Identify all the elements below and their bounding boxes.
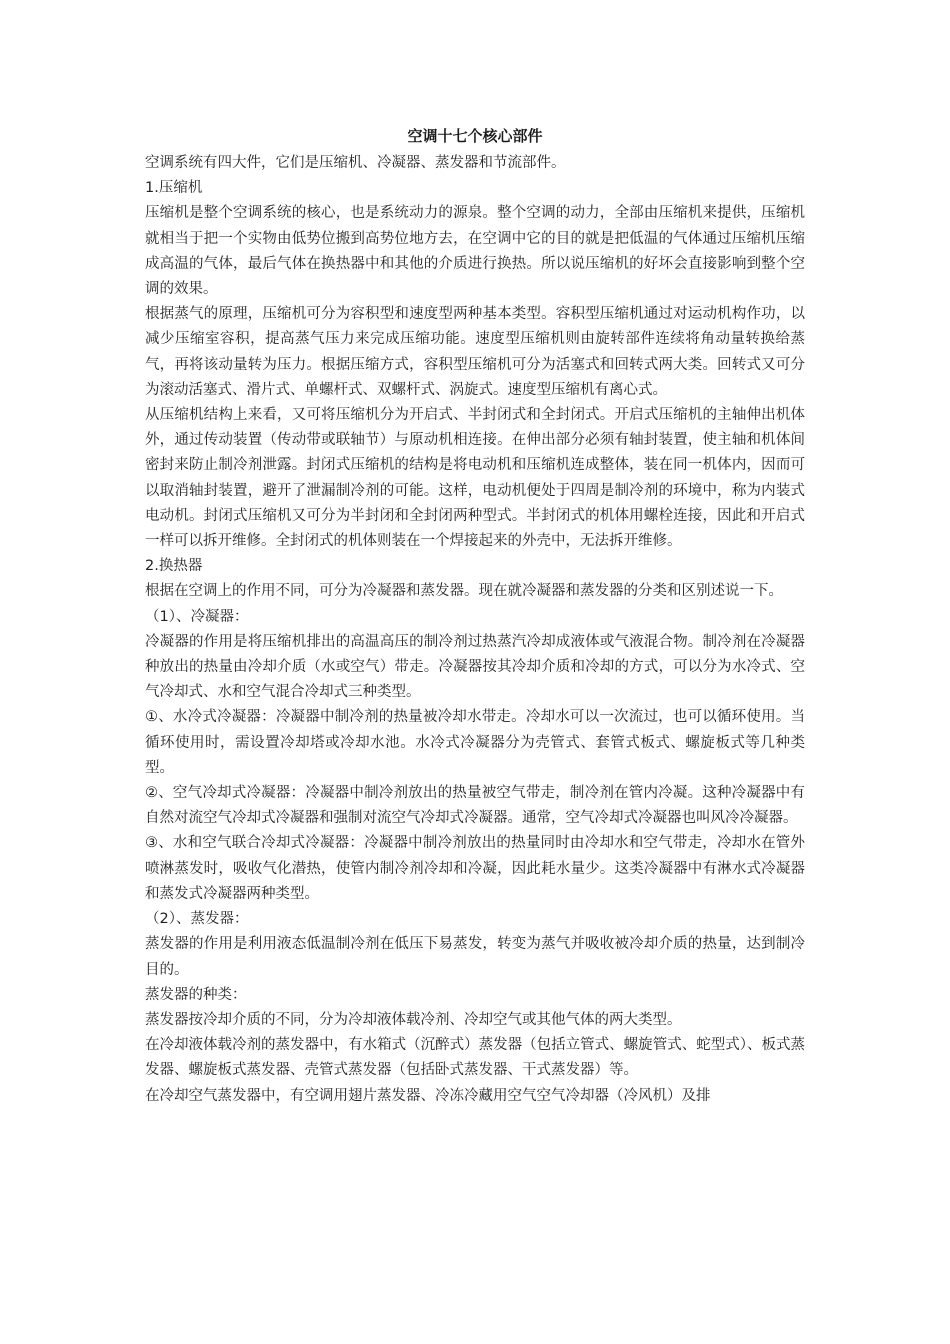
paragraph-compressor-structure: 从压缩机结构上来看，又可将压缩机分为开启式、半封闭式和全封闭式。开启式压缩机的主轴伸出机体外，通过传动装置（传动带或联轴节）与原动机相连接。在伸出部分必须有轴封装置，使主轴和机体间密封来防止制冷剂泄露。封闭式压缩机的结构是将电动机和压缩机连成整体，装在同一机体内，因而可以取消轴封装置，避开了泄漏制冷剂的可能。这样，电动机便处于四周是制冷剂的环境中，称为内装式电动机。封闭式压缩机又可分为半封闭和全封闭两种型式。半封闭式的机体用螺栓连接，因此和开启式一样可以拆开维修。全封闭式的机体则装在一个焊接起来的外壳中，无法拆开维修。	[145, 407, 805, 550]
document-body	[145, 151, 805, 1109]
paragraph-compressor-core: 压缩机是整个空调系统的核心，也是系统动力的源泉。整个空调的动力，全部由压缩机来提供，压缩机就相当于把一个实物由低势位搬到高势位地方去，在空调中它的目的就是把低温的气体通过压缩机压缩成高温的气体，最后气体在换热器中和其他的介质进行换热。所以说压缩机的好坏会直接影响到整个空调的效果。	[145, 205, 805, 298]
heading-compressor: 1.压缩机	[145, 180, 203, 197]
paragraph-compressor-types: 根据蒸气的原理，压缩机可分为容积型和速度型两种基本类型。容积型压缩机通过对运动机构作功，以减少压缩室容积，提高蒸气压力来完成压缩功能。速度型压缩机则由旋转部件连续将角动量转换给蒸气，再将该动量转为压力。根据压缩方式，容积型压缩机可分为活塞式和回转式两大类。回转式又可分为滚动活塞式、滑片式、单螺杆式、双螺杆式、涡旋式。速度型压缩机有离心式。	[145, 306, 805, 398]
subheading-condenser: （1）、冷凝器：	[145, 608, 249, 625]
heading-heat-exchanger: 2.换热器	[145, 558, 203, 575]
paragraph-condenser-function: 冷凝器的作用是将压缩机排出的高温高压的制冷剂过热蒸汽冷却成液体或气液混合物。制冷剂在冷凝器种放出的热量由冷却介质（水或空气）带走。冷凝器按其冷却介质和冷却的方式，可以分为水冷式、空气冷却式、水和空气混合冷却式三种类型。	[145, 633, 805, 701]
subheading-evaporator: （2）、蒸发器：	[145, 911, 249, 928]
paragraph-evaporator-classification: 蒸发器按冷却介质的不同，分为冷却液体载冷剂、冷却空气或其他气体的两大类型。	[145, 1011, 682, 1028]
paragraph-air-cooled-condenser: ②、空气冷却式冷凝器：冷凝器中制冷剂放出的热量被空气带走，制冷剂在管内冷凝。这种冷凝器中有自然对流空气冷却式冷凝器和强制对流空气冷却式冷凝器。通常，空气冷却式冷凝器也叫风冷冷凝器。	[145, 785, 805, 827]
paragraph-combined-condenser: ③、水和空气联合冷却式冷凝器：冷凝器中制冷剂放出的热量同时由冷却水和空气带走，冷却水在管外喷淋蒸发时，吸收气化潜热，使管内制冷剂冷却和冷凝，因此耗水量少。这类冷凝器中有淋水式冷凝器和蒸发式冷凝器两种类型。	[145, 835, 805, 902]
paragraph-liquid-evaporators: 在冷却液体载冷剂的蒸发器中，有水箱式（沉醉式）蒸发器（包括立管式、螺旋管式、蛇型式）、板式蒸发器、螺旋板式蒸发器、壳管式蒸发器（包括卧式蒸发器、干式蒸发器）等。	[145, 1037, 805, 1079]
paragraph-heat-exchanger-intro: 根据在空调上的作用不同，可分为冷凝器和蒸发器。现在就冷凝器和蒸发器的分类和区别述说一下。	[145, 583, 783, 600]
paragraph-evaporator-function: 蒸发器的作用是利用液态低温制冷剂在低压下易蒸发，转变为蒸气并吸收被冷却介质的热量，达到制冷目的。	[145, 936, 805, 978]
paragraph-air-evaporators: 在冷却空气蒸发器中，有空调用翅片蒸发器、冷冻冷藏用空气空气冷却器（冷风机）及排	[145, 1087, 711, 1104]
paragraph-water-cooled-condenser: ①、水冷式冷凝器：冷凝器中制冷剂的热量被冷却水带走。冷却水可以一次流过，也可以循环使用。当循环使用时，需设置冷却塔或冷却水池。水冷式冷凝器分为壳管式、套管式板式、螺旋板式等几种类型。	[145, 709, 805, 776]
paragraph-evaporator-types-label: 蒸发器的种类：	[145, 986, 247, 1003]
document-title: 空调十七个核心部件	[407, 127, 543, 145]
paragraph-intro: 空调系统有四大件，它们是压缩机、冷凝器、蒸发器和节流部件。	[145, 155, 566, 171]
